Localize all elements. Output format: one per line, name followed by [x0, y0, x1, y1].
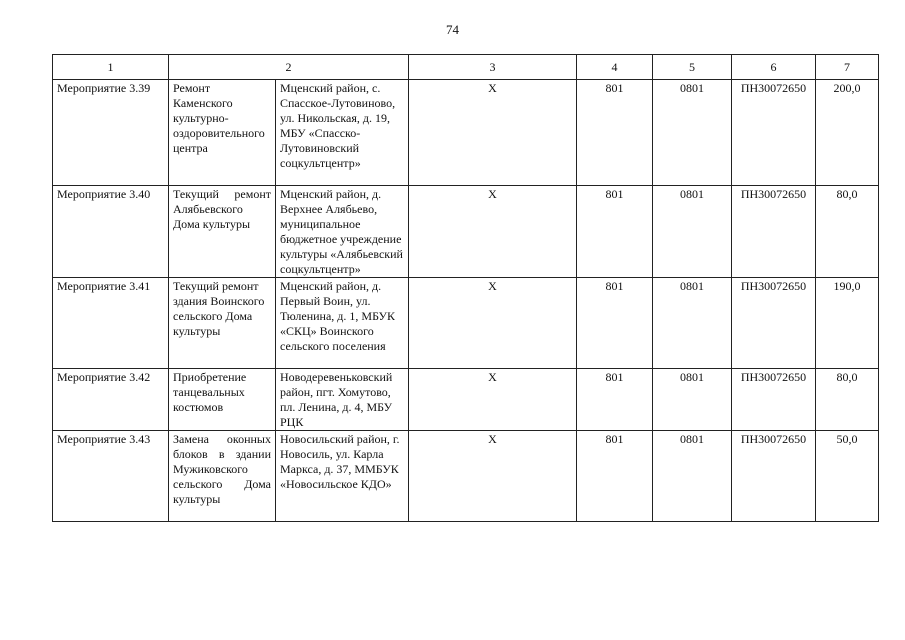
table-row [53, 80, 879, 186]
sum-cell: 200,0 [816, 80, 879, 186]
x-cell: X [409, 431, 577, 522]
x-cell: X [409, 186, 577, 278]
sum-cell: 80,0 [816, 369, 879, 431]
code-cell: ПН30072650 [732, 186, 816, 278]
header-col-3: 3 [409, 55, 577, 80]
grbs-cell: 801 [577, 186, 653, 278]
code-cell: ПН30072650 [732, 278, 816, 369]
table-row [53, 369, 879, 431]
table-row [53, 186, 879, 278]
event-name-cell: Текущий ремонт здания Воинского сельского Дома культуры [169, 278, 276, 369]
grbs-cell: 801 [577, 369, 653, 431]
code-cell: ПН30072650 [732, 80, 816, 186]
section-cell: 0801 [653, 80, 732, 186]
x-cell: X [409, 369, 577, 431]
event-cell: Мероприятие 3.40 [53, 186, 169, 278]
table-header-row [53, 55, 879, 80]
page-number: 74 [446, 22, 459, 37]
x-cell: X [409, 80, 577, 186]
grbs-cell: 801 [577, 80, 653, 186]
grbs-cell: 801 [577, 431, 653, 522]
header-col-6: 6 [732, 55, 816, 80]
document-table [52, 54, 879, 522]
event-name-cell: Приобретение танцевальных костюмов [169, 369, 276, 431]
address-cell: Новосильский район, г. Новосиль, ул. Карла Маркса, д. 37, ММБУК «Новосильское КДО» [276, 431, 409, 522]
event-name-cell: Ремонт Каменского культурно-оздоровительного центра [169, 80, 276, 186]
header-col-4: 4 [577, 55, 653, 80]
section-cell: 0801 [653, 278, 732, 369]
address-cell: Мценский район, д. Первый Воин, ул. Тюленина, д. 1, МБУК «СКЦ» Воинского сельского поселения [276, 278, 409, 369]
event-name-cell: Замена оконных блоков в здании Мужиковского сельского Дома культуры [169, 431, 276, 522]
table-row [53, 278, 879, 369]
address-cell: Мценский район, д. Верхнее Алябьево, муниципальное бюджетное учреждение культуры «Алябьевский соцкультцентр» [276, 186, 409, 278]
sum-cell: 190,0 [816, 278, 879, 369]
address-cell: Новодеревеньковский район, пгт. Хомутово, пл. Ленина, д. 4, МБУ РЦК [276, 369, 409, 431]
grbs-cell: 801 [577, 278, 653, 369]
header-col-1: 1 [53, 55, 169, 80]
code-cell: ПН30072650 [732, 431, 816, 522]
event-cell: Мероприятие 3.42 [53, 369, 169, 431]
section-cell: 0801 [653, 369, 732, 431]
section-cell: 0801 [653, 186, 732, 278]
code-cell: ПН30072650 [732, 369, 816, 431]
header-col-5: 5 [653, 55, 732, 80]
table-row [53, 431, 879, 522]
event-cell: Мероприятие 3.43 [53, 431, 169, 522]
event-cell: Мероприятие 3.39 [53, 80, 169, 186]
sum-cell: 50,0 [816, 431, 879, 522]
sum-cell: 80,0 [816, 186, 879, 278]
section-cell: 0801 [653, 431, 732, 522]
address-cell: Мценский район, с. Спасское-Лутовиново, ул. Никольская, д. 19, МБУ «Спасско-Лутовиновский соцкультцентр» [276, 80, 409, 186]
header-col-7: 7 [816, 55, 879, 80]
event-cell: Мероприятие 3.41 [53, 278, 169, 369]
x-cell: X [409, 278, 577, 369]
header-col-2: 2 [169, 55, 409, 80]
event-name-cell: Текущий ремонт Алябьевского Дома культуры [169, 186, 276, 278]
